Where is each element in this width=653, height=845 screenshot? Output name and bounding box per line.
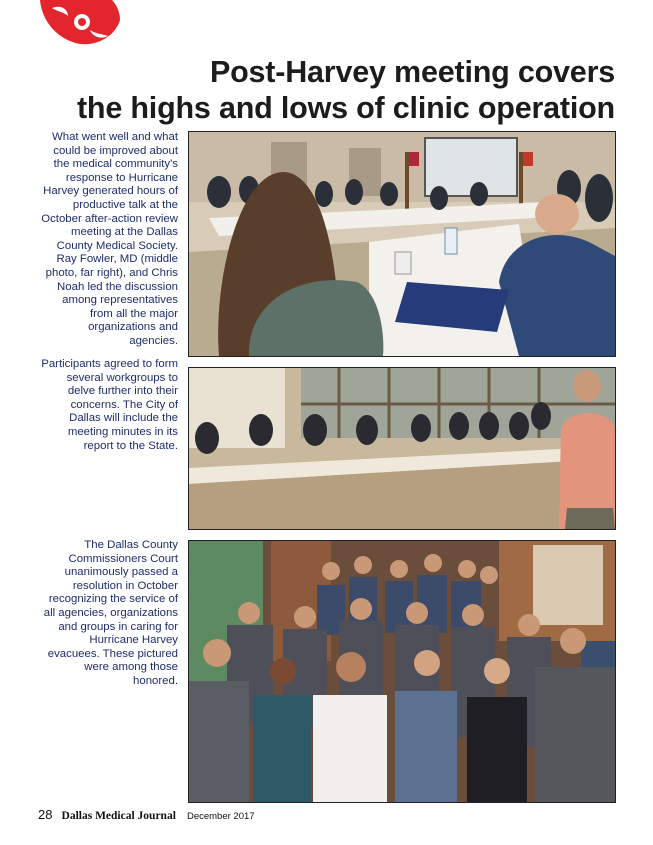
page-number: 28 xyxy=(38,807,53,822)
meeting-photo-top xyxy=(188,131,616,357)
title-line-2: the highs and lows of clinic operation xyxy=(76,91,615,125)
meeting-photo-middle xyxy=(188,367,616,530)
article-paragraph-2: Participants agreed to form several workgroups to delve further into their concerns. The City of Dallas will include the meeting minutes in its report to the State. xyxy=(41,358,178,452)
page-title xyxy=(20,54,615,126)
hurricane-symbol-icon xyxy=(38,0,122,48)
journal-name: Dallas Medical Journal xyxy=(61,810,176,822)
issue-date: December 2017 xyxy=(186,811,255,822)
article-paragraph-1: What went well and what could be improved about the medical community's response to Hurricane Harvey generated hours of productive talk at the October after-action review meeting at the Dallas County Medical Society. Ray Fowler, MD (middle photo, far right), and Chris Noah led the discussion among representatives from all the major organizations and agencies. xyxy=(41,131,178,347)
photo-caption: The Dallas County Commissioners Court unanimously passed a resolution in October recognizing the service of all agencies, organizations and groups in caring for Hurricane Harvey evacuees. These pictured were among those honored. xyxy=(43,539,178,687)
title-line-1: Post-Harvey meeting covers xyxy=(209,55,615,89)
group-photo-bottom xyxy=(188,540,616,803)
page-footer xyxy=(38,807,255,822)
